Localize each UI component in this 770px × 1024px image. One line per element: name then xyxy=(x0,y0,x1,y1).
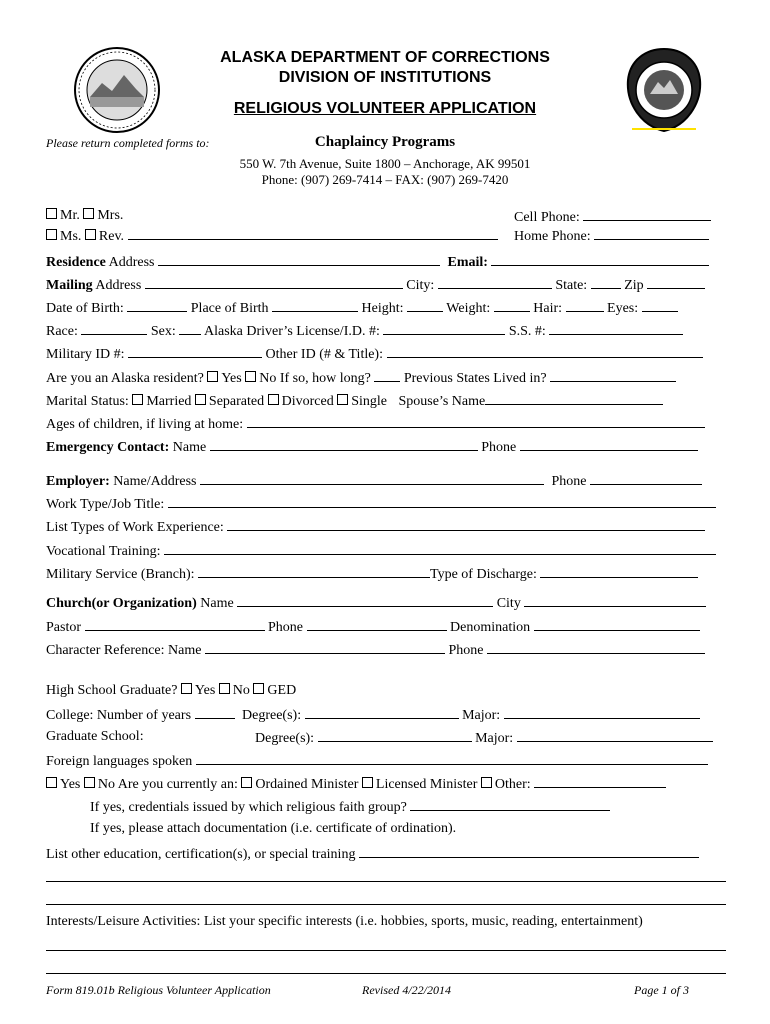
interests-line-1[interactable] xyxy=(46,950,726,951)
minister-yes-checkbox[interactable] xyxy=(46,777,57,788)
vocational-field[interactable] xyxy=(164,542,716,555)
salutation-row-1: Mr. Mrs. xyxy=(46,208,123,224)
pob-field[interactable] xyxy=(272,299,358,312)
other-field[interactable] xyxy=(534,775,666,788)
state-field[interactable] xyxy=(591,276,621,289)
other-id-field[interactable] xyxy=(387,345,703,358)
minister-row: Yes No Are you currently an: Ordained Minister Licensed Minister Other: xyxy=(46,775,666,793)
licensed-checkbox[interactable] xyxy=(362,777,373,788)
emergency-row: Emergency Contact: Name Phone xyxy=(46,438,698,456)
mailing-field[interactable] xyxy=(145,276,403,289)
dob-row: Date of Birth: Place of Birth Height: Weight: Hair: Eyes: xyxy=(46,299,678,317)
military-row: Military Service (Branch): Type of Discharge: xyxy=(46,565,698,583)
grad-row: Degree(s): Major: xyxy=(255,729,713,747)
divorced-checkbox[interactable] xyxy=(268,394,279,405)
ms-checkbox[interactable] xyxy=(46,229,57,240)
college-row: College: Number of years Degree(s): Major: xyxy=(46,706,700,724)
employer-field[interactable] xyxy=(200,472,544,485)
division-name: DIVISION OF INSTITUTIONS xyxy=(278,69,492,86)
ged-checkbox[interactable] xyxy=(253,683,264,694)
military-id-field[interactable] xyxy=(128,345,262,358)
grad-degree-field[interactable] xyxy=(318,729,472,742)
church-city-field[interactable] xyxy=(524,594,706,607)
page-title: RELIGIOUS VOLUNTEER APPLICATION xyxy=(233,100,537,117)
revised-date: Revised 4/22/2014 xyxy=(362,983,451,997)
other-checkbox[interactable] xyxy=(481,777,492,788)
grad-major-field[interactable] xyxy=(517,729,713,742)
resident-no-checkbox[interactable] xyxy=(245,371,256,382)
zip-field[interactable] xyxy=(647,276,705,289)
return-label: Please return completed forms to: xyxy=(46,136,210,150)
other-edu-line-3[interactable] xyxy=(46,904,726,905)
resident-yes-checkbox[interactable] xyxy=(207,371,218,382)
attach-note: If yes, please attach documentation (i.e. certificate of ordination). xyxy=(90,821,457,836)
credentials-field[interactable] xyxy=(410,798,610,811)
how-long-field[interactable] xyxy=(374,369,400,382)
city-field[interactable] xyxy=(438,276,552,289)
grad-label: Graduate School: xyxy=(46,729,144,744)
home-phone-row: Home Phone: xyxy=(514,227,709,245)
pastor-field[interactable] xyxy=(85,618,265,631)
credentials-row: If yes, credentials issued by which religious faith group? xyxy=(90,798,610,816)
marital-row: Marital Status: Married Separated Divorced Single Spouse’s Name xyxy=(46,392,663,410)
reference-phone-field[interactable] xyxy=(487,641,705,654)
other-edu-row: List other education, certification(s), or special training xyxy=(46,845,699,863)
employer-phone-field[interactable] xyxy=(590,472,702,485)
hs-row: High School Graduate? Yes No GED xyxy=(46,683,297,698)
residence-field[interactable] xyxy=(158,253,440,266)
minister-no-checkbox[interactable] xyxy=(84,777,95,788)
military-id-row: Military ID #: Other ID (# & Title): xyxy=(46,345,703,363)
mailing-row: Mailing Address City: State: Zip xyxy=(46,276,705,294)
email-field[interactable] xyxy=(491,253,709,266)
form-number: Form 819.01b Religious Volunteer Application xyxy=(46,983,271,997)
cell-phone-row: Cell Phone: xyxy=(514,208,711,226)
children-row: Ages of children, if living at home: xyxy=(46,415,705,433)
college-degree-field[interactable] xyxy=(305,706,459,719)
eyes-field[interactable] xyxy=(642,299,678,312)
license-field[interactable] xyxy=(383,322,505,335)
other-edu-line-2[interactable] xyxy=(46,881,726,882)
cell-phone-field[interactable] xyxy=(583,208,711,221)
work-type-row: Work Type/Job Title: xyxy=(46,495,716,513)
page-number: Page 1 of 3 xyxy=(634,983,689,997)
experience-field[interactable] xyxy=(227,518,705,531)
prev-states-field[interactable] xyxy=(550,369,676,382)
emergency-name-field[interactable] xyxy=(210,438,478,451)
languages-field[interactable] xyxy=(196,752,708,765)
employer-row: Employer: Name/Address Phone xyxy=(46,472,702,490)
interests-label: Interests/Leisure Activities: List your specific interests (i.e. hobbies, sports, music, reading, entertainment) xyxy=(46,914,643,929)
sex-field[interactable] xyxy=(179,322,201,335)
military-field[interactable] xyxy=(198,565,430,578)
denomination-field[interactable] xyxy=(534,618,700,631)
program-phone: Phone: (907) 269-7414 – FAX: (907) 269-7420 xyxy=(261,172,509,187)
program-address: 550 W. 7th Avenue, Suite 1800 – Anchorage, AK 99501 xyxy=(239,156,531,171)
discharge-field[interactable] xyxy=(540,565,698,578)
emergency-phone-field[interactable] xyxy=(520,438,698,451)
name-field[interactable] xyxy=(128,227,498,240)
spouse-field[interactable] xyxy=(485,392,663,405)
race-row: Race: Sex: Alaska Driver’s License/I.D. #: S.S. #: xyxy=(46,322,683,340)
reference-name-field[interactable] xyxy=(205,641,445,654)
weight-field[interactable] xyxy=(494,299,530,312)
languages-row: Foreign languages spoken xyxy=(46,752,708,770)
college-major-field[interactable] xyxy=(504,706,700,719)
residence-row: Residence Address Email: xyxy=(46,253,709,271)
mr-checkbox[interactable] xyxy=(46,208,57,219)
salutation-row-2: Ms. Rev. xyxy=(46,227,498,245)
pastor-row: Pastor Phone Denomination xyxy=(46,618,700,636)
experience-row: List Types of Work Experience: xyxy=(46,518,705,536)
children-field[interactable] xyxy=(247,415,705,428)
vocational-row: Vocational Training: xyxy=(46,542,716,560)
separated-checkbox[interactable] xyxy=(195,394,206,405)
dob-field[interactable] xyxy=(127,299,187,312)
church-row: Church(or Organization) Name City xyxy=(46,594,706,612)
married-checkbox[interactable] xyxy=(132,394,143,405)
college-years-field[interactable] xyxy=(195,706,235,719)
interests-line-2[interactable] xyxy=(46,973,726,974)
church-name-field[interactable] xyxy=(237,594,493,607)
home-phone-field[interactable] xyxy=(594,227,709,240)
ordained-checkbox[interactable] xyxy=(241,777,252,788)
reference-row: Character Reference: Name Phone xyxy=(46,641,705,659)
height-field[interactable] xyxy=(407,299,443,312)
mrs-checkbox[interactable] xyxy=(83,208,94,219)
program-name: Chaplaincy Programs xyxy=(314,134,456,150)
dept-name: ALASKA DEPARTMENT OF CORRECTIONS xyxy=(220,49,550,66)
rev-checkbox[interactable] xyxy=(85,229,96,240)
ssn-field[interactable] xyxy=(549,322,683,335)
resident-row: Are you an Alaska resident? Yes No If so, how long? Previous States Lived in? xyxy=(46,369,676,387)
work-type-field[interactable] xyxy=(168,495,716,508)
pastor-phone-field[interactable] xyxy=(307,618,447,631)
hair-field[interactable] xyxy=(566,299,604,312)
single-checkbox[interactable] xyxy=(337,394,348,405)
other-edu-field[interactable] xyxy=(359,845,699,858)
race-field[interactable] xyxy=(81,322,147,335)
hs-no-checkbox[interactable] xyxy=(219,683,230,694)
hs-yes-checkbox[interactable] xyxy=(181,683,192,694)
